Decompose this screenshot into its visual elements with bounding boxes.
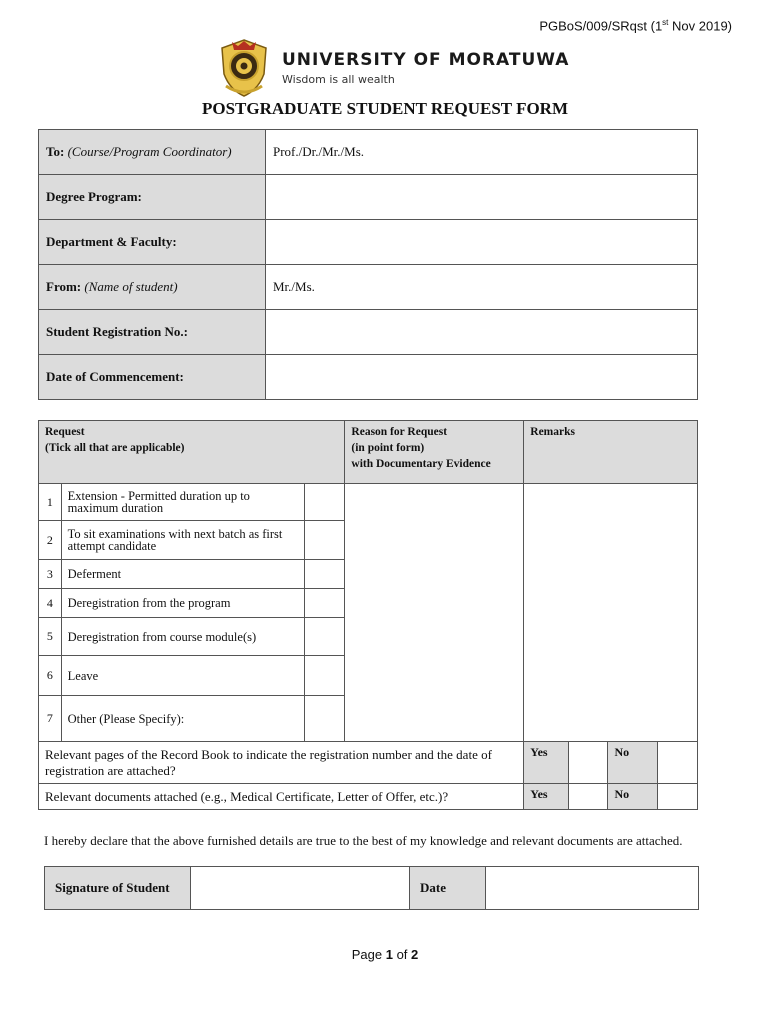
department-label: Department & Faculty:	[39, 220, 266, 265]
request-checkbox[interactable]	[304, 484, 344, 521]
request-checkbox[interactable]	[304, 656, 344, 696]
table-row	[39, 220, 698, 265]
degree-program-label: Degree Program:	[39, 175, 266, 220]
remarks-column-header: Remarks	[524, 421, 698, 484]
commencement-date-field[interactable]	[266, 355, 698, 400]
from-field[interactable]: Mr./Ms.	[266, 265, 698, 310]
university-motto: Wisdom is all wealth	[282, 73, 395, 86]
request-item-label: Other (Please Specify):	[61, 696, 304, 742]
declaration-text: I hereby declare that the above furnished details are true to the best of my knowledge and relevant documents are attached.	[44, 833, 683, 848]
signature-label: Signature of Student	[45, 867, 191, 910]
request-table	[38, 420, 698, 810]
registration-no-field[interactable]	[266, 310, 698, 355]
request-item-label: To sit examinations with next batch as first attempt candidate	[61, 521, 304, 560]
university-crest-icon	[218, 38, 270, 98]
date-label: Date	[410, 867, 486, 910]
request-checkbox[interactable]	[304, 560, 344, 589]
table-row	[39, 784, 698, 810]
item-number: 3	[39, 560, 62, 589]
item-number: 1	[39, 484, 62, 521]
student-details-table	[38, 129, 698, 400]
item-number: 4	[39, 589, 62, 618]
yes-label: Yes	[524, 784, 569, 810]
page-number: Page 1 of 2	[351, 947, 419, 962]
date-field[interactable]	[486, 867, 699, 910]
record-book-no-box[interactable]	[658, 742, 698, 784]
from-label: From: (Name of student)	[39, 265, 266, 310]
department-field[interactable]	[266, 220, 698, 265]
form-reference: PGBoS/009/SRqst (1st Nov 2019)	[539, 18, 732, 34]
signature-table	[44, 866, 699, 910]
request-item-label: Leave	[61, 656, 304, 696]
reason-column-header: Reason for Request (in point form) with Documentary Evidence	[345, 421, 524, 484]
item-number: 5	[39, 618, 62, 656]
signature-field[interactable]	[191, 867, 410, 910]
request-item-label: Deregistration from course module(s)	[61, 618, 304, 656]
request-checkbox[interactable]	[304, 696, 344, 742]
table-row	[39, 742, 698, 784]
record-book-yes-box[interactable]	[568, 742, 608, 784]
table-row	[39, 310, 698, 355]
yes-label: Yes	[524, 742, 569, 784]
degree-program-field[interactable]	[266, 175, 698, 220]
request-item-label: Extension - Permitted duration up to maximum duration	[61, 484, 304, 521]
table-row	[45, 867, 699, 910]
request-item-label: Deferment	[61, 560, 304, 589]
documents-question: Relevant documents attached (e.g., Medical Certificate, Letter of Offer, etc.)?	[39, 784, 524, 810]
table-row	[39, 130, 698, 175]
documents-no-box[interactable]	[658, 784, 698, 810]
no-label: No	[608, 742, 658, 784]
request-item-label: Deregistration from the program	[61, 589, 304, 618]
item-number: 7	[39, 696, 62, 742]
item-number: 6	[39, 656, 62, 696]
table-header-row	[39, 421, 698, 484]
university-name: UNIVERSITY OF MORATUWA	[282, 50, 570, 70]
record-book-question: Relevant pages of the Record Book to indicate the registration number and the date of registration are attached?	[39, 742, 524, 784]
page-title: POSTGRADUATE STUDENT REQUEST FORM	[201, 99, 569, 118]
reason-field[interactable]	[345, 484, 524, 742]
request-checkbox[interactable]	[304, 521, 344, 560]
to-label: To: (Course/Program Coordinator)	[39, 130, 266, 175]
table-row	[39, 484, 698, 521]
to-field[interactable]: Prof./Dr./Mr./Ms.	[266, 130, 698, 175]
commencement-date-label: Date of Commencement:	[39, 355, 266, 400]
registration-no-label: Student Registration No.:	[39, 310, 266, 355]
documents-yes-box[interactable]	[568, 784, 608, 810]
table-row	[39, 265, 698, 310]
request-checkbox[interactable]	[304, 618, 344, 656]
request-checkbox[interactable]	[304, 589, 344, 618]
table-row	[39, 355, 698, 400]
remarks-field[interactable]	[524, 484, 698, 742]
item-number: 2	[39, 521, 62, 560]
no-label: No	[608, 784, 658, 810]
request-column-header: Request (Tick all that are applicable)	[39, 421, 345, 484]
table-row	[39, 175, 698, 220]
